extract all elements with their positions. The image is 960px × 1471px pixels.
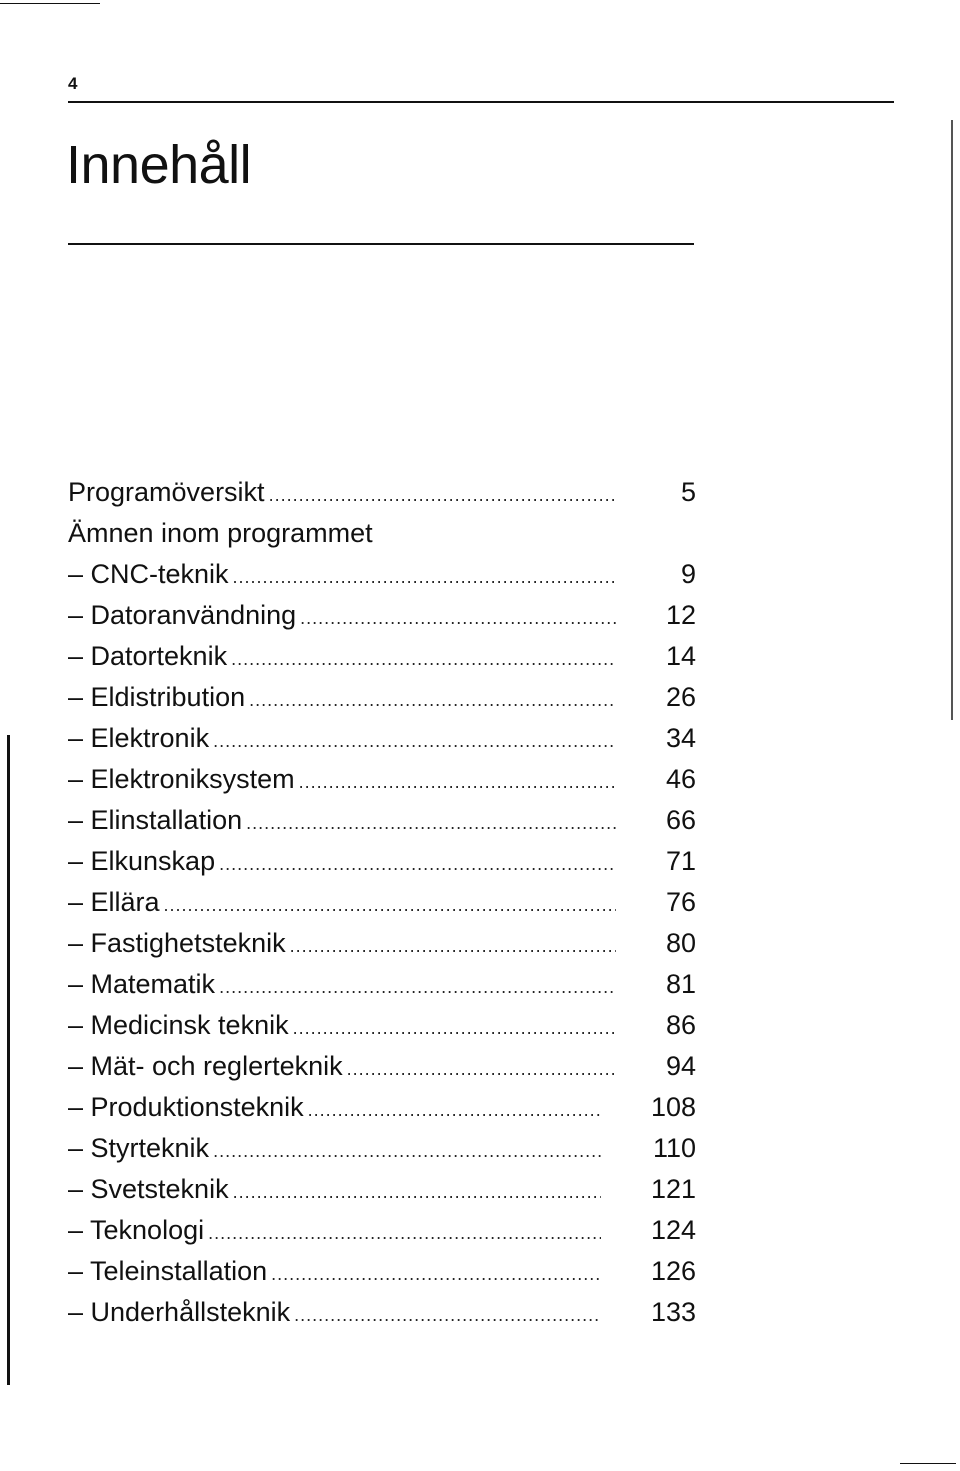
toc-dot-leader — [290, 926, 616, 967]
toc-entry-label: – Teleinstallation — [68, 1256, 268, 1286]
toc-entry-label: – Styrteknik — [68, 1133, 210, 1163]
toc-dot-leader — [308, 1090, 601, 1131]
toc-dot-leader — [299, 762, 616, 803]
scan-mark-bottom-right — [900, 1463, 956, 1464]
toc-entry-label: – Svetsteknik — [68, 1174, 229, 1204]
toc-entry-page: 94 — [665, 1051, 696, 1081]
toc-entry-label: – Teknologi — [68, 1215, 205, 1245]
toc-dot-leader — [293, 1008, 616, 1049]
toc-entry-label: – Produktionsteknik — [68, 1092, 304, 1122]
toc-dot-leader — [300, 598, 616, 639]
toc-dot-leader — [213, 721, 616, 762]
toc-entry — [68, 636, 696, 677]
scan-mark-top-left — [0, 3, 100, 4]
toc-dot-leader — [164, 885, 616, 926]
toc-entry — [68, 1169, 696, 1210]
toc-entry-page: 124 — [650, 1215, 696, 1245]
toc-entry — [68, 923, 696, 964]
toc-entry — [68, 1046, 696, 1087]
toc-entry — [68, 964, 696, 1005]
table-of-contents — [68, 472, 696, 1333]
toc-entry — [68, 882, 696, 923]
toc-entry-label: – CNC-teknik — [68, 559, 229, 589]
toc-entry-page: 34 — [665, 723, 696, 753]
toc-entry-page: 71 — [665, 846, 696, 876]
toc-dot-leader — [347, 1049, 616, 1090]
toc-entry-page: 108 — [650, 1092, 696, 1122]
toc-entry-page: 46 — [665, 764, 696, 794]
scan-mark-left-edge — [7, 735, 10, 1385]
toc-dot-leader — [246, 803, 616, 844]
toc-dot-leader — [233, 557, 616, 598]
toc-dot-leader — [208, 1213, 601, 1254]
toc-entry — [68, 1087, 696, 1128]
toc-entry-label: – Elektroniksystem — [68, 764, 295, 794]
page-number: 4 — [68, 74, 78, 93]
toc-entry-page: 110 — [652, 1133, 696, 1163]
toc-entry-page: 9 — [680, 559, 696, 589]
toc-entry — [68, 677, 696, 718]
toc-entry — [68, 472, 696, 513]
toc-entry-label: – Matematik — [68, 969, 216, 999]
toc-entry-label: – Datorteknik — [68, 641, 228, 671]
toc-entry — [68, 1005, 696, 1046]
page-title: Innehåll — [66, 135, 252, 195]
scan-mark-right-edge — [951, 120, 953, 720]
toc-entry-page: 86 — [665, 1010, 696, 1040]
toc-entry — [68, 1292, 696, 1333]
toc-dot-leader — [269, 475, 616, 516]
toc-entry-label: Programöversikt — [68, 477, 265, 507]
header-rule — [68, 101, 894, 103]
title-rule — [68, 243, 694, 245]
toc-dot-leader — [249, 680, 616, 721]
toc-entry — [68, 595, 696, 636]
toc-entry — [68, 1210, 696, 1251]
toc-dot-leader — [219, 844, 616, 885]
toc-dot-leader — [294, 1295, 601, 1336]
toc-entry-page: 121 — [650, 1174, 696, 1204]
toc-entry-page: 76 — [665, 887, 696, 917]
toc-entry-label: – Elinstallation — [68, 805, 243, 835]
toc-entry — [68, 800, 696, 841]
toc-entry — [68, 841, 696, 882]
toc-entry-page: 26 — [665, 682, 696, 712]
toc-entry-page: 80 — [665, 928, 696, 958]
toc-entry-label: Ämnen inom programmet — [68, 518, 373, 548]
toc-entry-label: – Underhållsteknik — [68, 1297, 291, 1327]
toc-entry-page: 126 — [650, 1256, 696, 1286]
toc-entry-label: – Elektronik — [68, 723, 210, 753]
toc-entry-label: – Ellära — [68, 887, 160, 917]
toc-dot-leader — [219, 967, 616, 1008]
toc-entry-page: 5 — [680, 477, 696, 507]
toc-entry-label: – Medicinsk teknik — [68, 1010, 289, 1040]
toc-entry — [68, 759, 696, 800]
toc-dot-leader — [233, 1172, 601, 1213]
toc-entry-page: 133 — [650, 1297, 696, 1327]
toc-entry — [68, 554, 696, 595]
toc-entry-label: – Mät- och reglerteknik — [68, 1051, 343, 1081]
toc-entry — [68, 718, 696, 759]
toc-entry-label: – Fastighetsteknik — [68, 928, 286, 958]
toc-entry — [68, 1128, 696, 1169]
toc-dot-leader — [271, 1254, 601, 1295]
toc-entry-label: – Elkunskap — [68, 846, 216, 876]
toc-entry-page: 81 — [665, 969, 696, 999]
toc-section-heading — [68, 513, 696, 554]
toc-dot-leader — [231, 639, 616, 680]
toc-entry-page: 66 — [665, 805, 696, 835]
toc-entry-page: 12 — [665, 600, 696, 630]
toc-entry-label: – Datoranvändning — [68, 600, 297, 630]
toc-entry-label: – Eldistribution — [68, 682, 246, 712]
toc-entry — [68, 1251, 696, 1292]
toc-entry-page: 14 — [665, 641, 696, 671]
toc-dot-leader — [213, 1131, 603, 1172]
